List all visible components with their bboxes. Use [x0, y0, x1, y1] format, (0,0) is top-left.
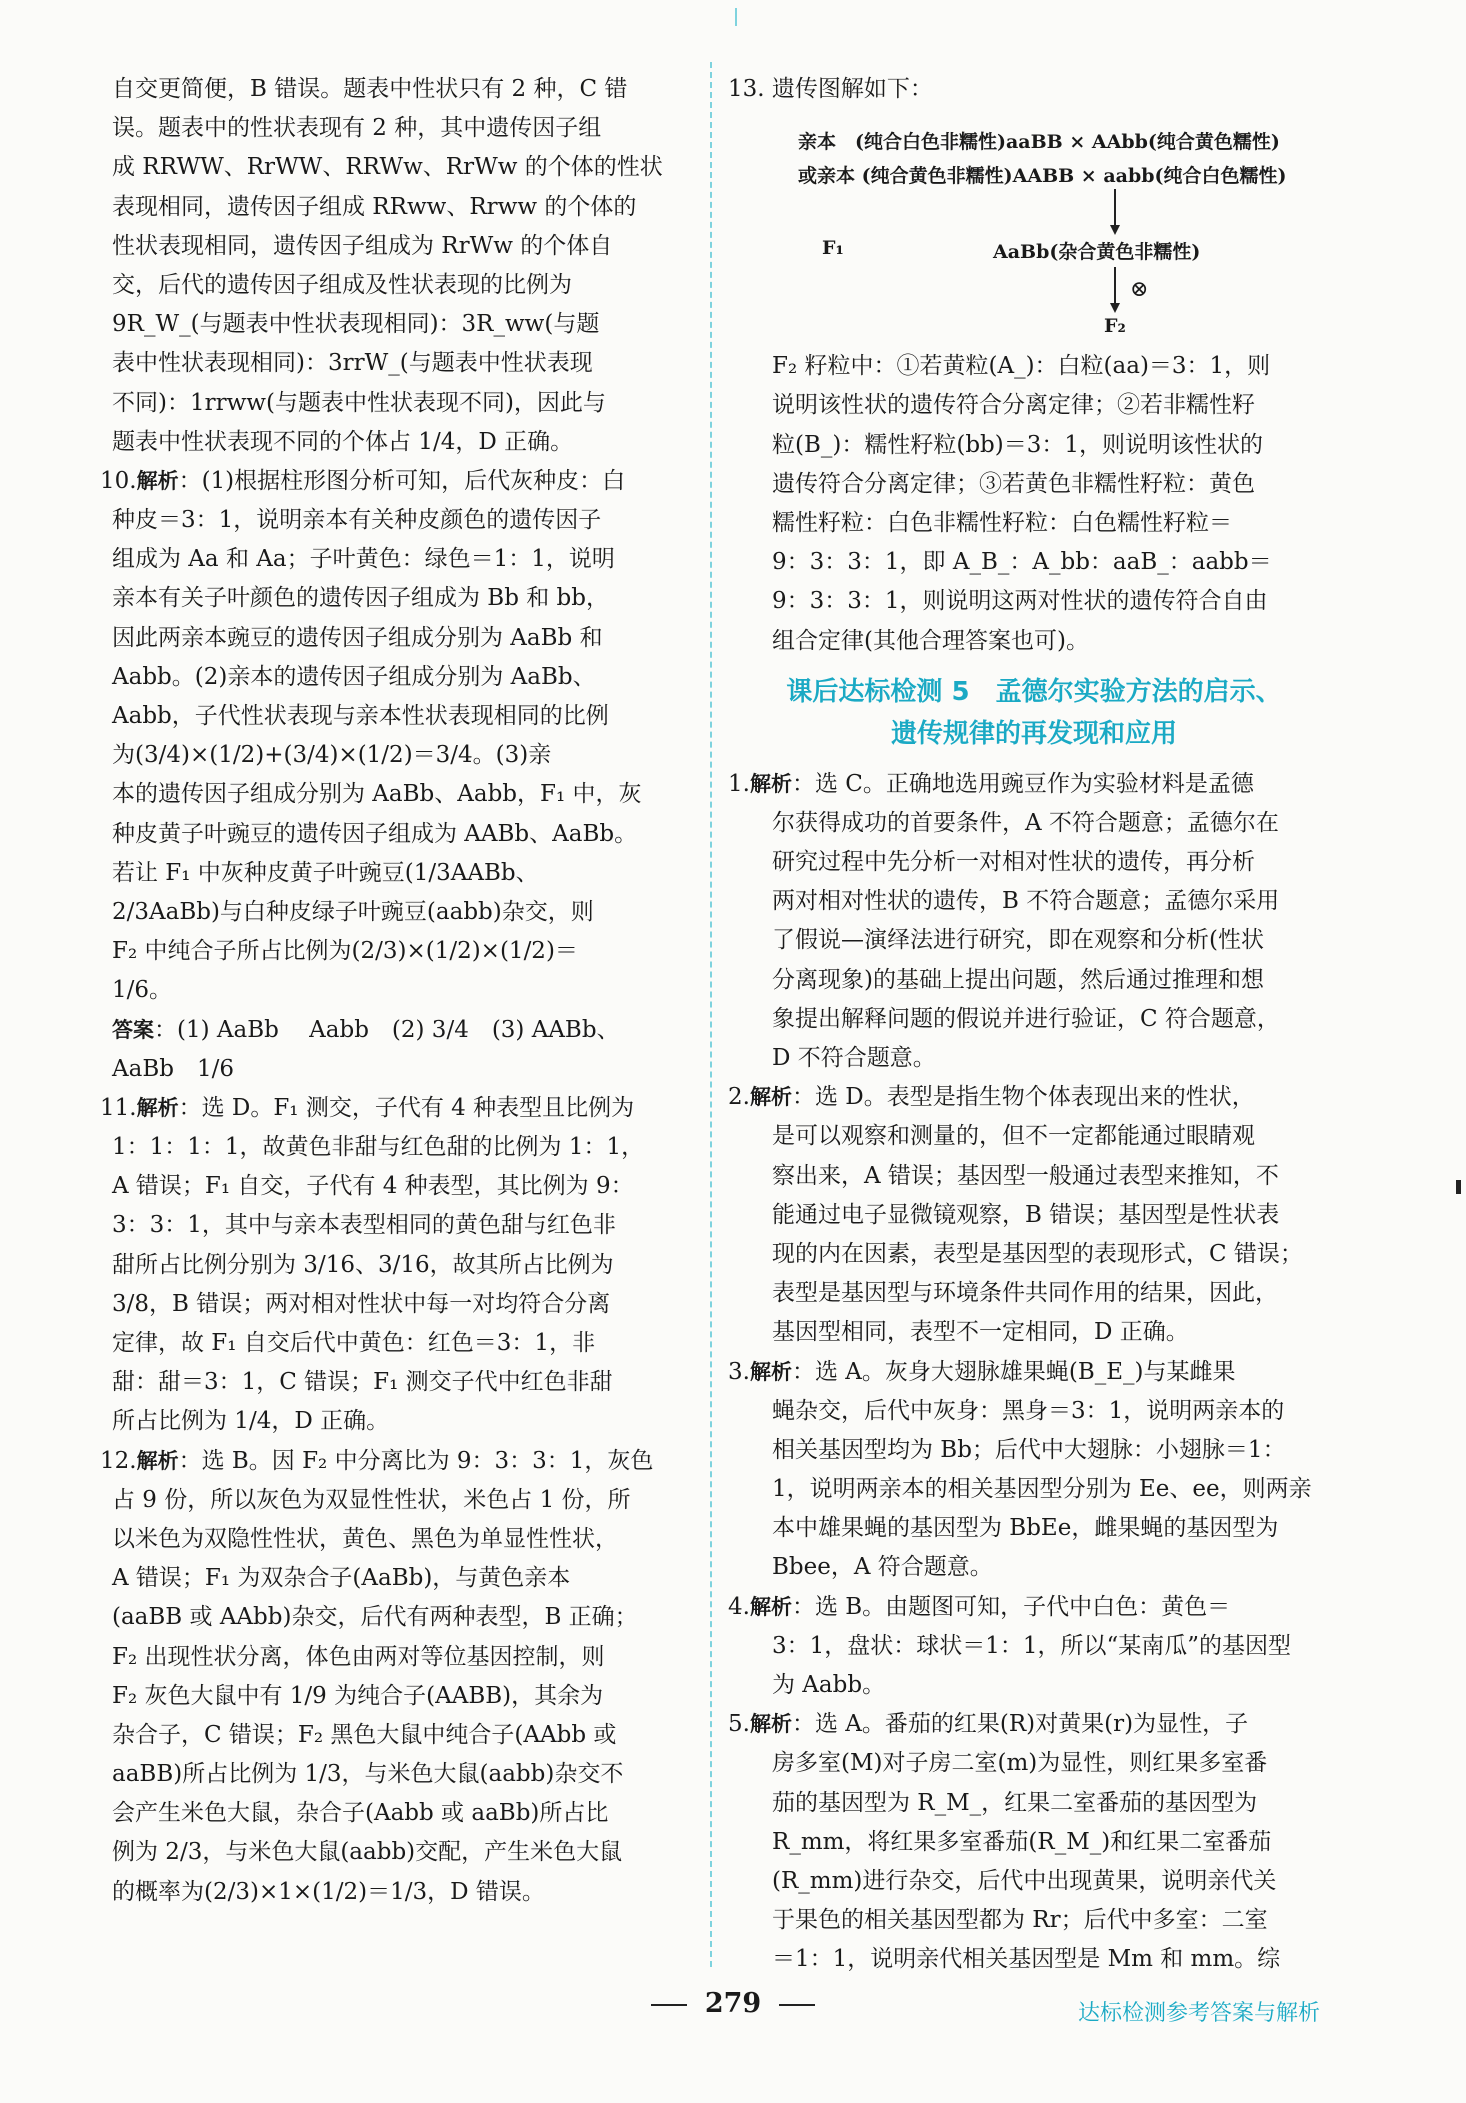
line-text: 表型是基因型与环境条件共同作用的结果，因此， [772, 1280, 1278, 1307]
text-line [728, 1627, 1340, 1666]
line-text: 1，说明两亲本的相关基因型分别为 Ee、ee，则两亲 [772, 1476, 1312, 1503]
question-number: 5. [728, 1711, 750, 1738]
text-line [728, 1039, 1340, 1078]
page-number: 279 [0, 1988, 1466, 2019]
text-line [100, 619, 692, 658]
question-number: 10. [100, 467, 137, 494]
text-line [728, 1823, 1340, 1862]
diagram-parent-row-2: 或亲本 (纯合黄色非糯性)AABB × aabb(纯合白色糯性) [798, 165, 1287, 188]
line-text: 1：1：1：1，故黄色非甜与红色甜的比例为 1：1， [112, 1134, 645, 1161]
left-column [100, 70, 692, 1912]
question-number: 12. [100, 1447, 137, 1474]
q13-intro: 13. 遗传图解如下： [728, 76, 933, 102]
text-line [100, 1324, 692, 1363]
text-line [728, 1784, 1340, 1823]
text-line [100, 1050, 692, 1089]
line-text: 甜所占比例分别为 3/16、3/16，故其所占比例为 [112, 1251, 614, 1278]
line-text: 能通过电子显微镜观察，B 错误；基因型是性状表 [772, 1201, 1280, 1228]
text-line [100, 266, 692, 305]
answer-label: 解析 [136, 468, 179, 493]
line-text: 组成为 Aa 和 Aa；子叶黄色：绿色＝1：1，说明 [112, 546, 615, 573]
right-column [728, 70, 1340, 1980]
text-line [728, 1235, 1340, 1274]
text-line: 粒(B_)：糯性籽粒(bb)＝3：1，则说明该性状的 [772, 431, 1264, 458]
text-line: 遗传符合分离定律；③若黄色非糯性籽粒：黄色 [772, 470, 1255, 497]
line-text: (aaBB 或 AAbb)杂交，后代有两种表型，B 正确； [112, 1604, 638, 1631]
text-line [100, 1246, 692, 1285]
answer-label: 解析 [136, 1448, 179, 1473]
line-text: ：选 C。正确地选用豌豆作为实验材料是孟德 [791, 770, 1254, 797]
line-text: 尔获得成功的首要条件，A 不符合题意；孟德尔在 [772, 809, 1279, 836]
line-text: 误。题表中的性状表现有 2 种，其中遗传因子组 [112, 115, 602, 142]
text-line [100, 501, 692, 540]
text-line [728, 1196, 1340, 1235]
text-line [100, 1873, 692, 1912]
line-text: AaBb 1/6 [112, 1055, 234, 1082]
text-line [728, 882, 1340, 921]
line-text: 定律，故 F₁ 自交后代中黄色：红色＝3：1，非 [112, 1330, 596, 1356]
text-line [100, 736, 692, 775]
text-line [100, 540, 692, 579]
text-line [100, 854, 692, 893]
text-line: 9：3：3：1，则说明这两对性状的遗传符合自由 [772, 588, 1268, 615]
text-line [728, 1901, 1340, 1940]
text-line [100, 1638, 692, 1677]
question-start-line [100, 1442, 692, 1481]
q13-answer [728, 347, 1340, 661]
text-line [728, 1744, 1340, 1783]
question-number: 4. [728, 1593, 750, 1620]
question-number: 2. [728, 1084, 750, 1111]
line-text: 分离现象)的基础上提出问题，然后通过推理和想 [772, 966, 1264, 993]
text-line [100, 1598, 692, 1637]
text-line [100, 1520, 692, 1559]
answer-list [728, 765, 1340, 1980]
question-start-line [728, 1078, 1340, 1117]
question-number: 3. [728, 1358, 750, 1385]
diagram-parent-row-1: 亲本 (纯合白色非糯性)aaBB × AAbb(纯合黄色糯性) [798, 131, 1280, 154]
diagram-f2-label: F₂ [1104, 315, 1126, 338]
line-text: 的概率为(2/3)×1×(1/2)＝1/3，D 错误。 [112, 1878, 545, 1905]
line-text: 自交更简便，B 错误。题表中性状只有 2 种，C 错 [112, 76, 628, 102]
answer-label: 解析 [749, 1359, 792, 1384]
line-text: Aabb，子代性状表现与亲本性状表现相同的比例 [112, 703, 609, 729]
question-start-line [728, 1353, 1340, 1392]
answer-label: 解析 [749, 1594, 792, 1619]
text-line [728, 1509, 1340, 1548]
text-line: 糯性籽粒：白色非糯性籽粒：白色糯性籽粒＝ [772, 509, 1232, 536]
line-text: F₂ 出现性状分离，体色由两对等位基因控制，则 [112, 1643, 605, 1670]
line-text: R_mm，将红果多室番茄(R_M_)和红果二室番茄 [772, 1828, 1272, 1855]
line-text: 9R_W_(与题表中性状表现相同)：3R_ww(与题 [112, 311, 600, 338]
text-line [100, 1206, 692, 1245]
line-text: 所占比例为 1/4，D 正确。 [112, 1408, 390, 1435]
text-line: 说明该性状的遗传符合分离定律；②若非糯性籽 [772, 392, 1255, 419]
text-line [100, 148, 692, 187]
line-text: 因此两亲本豌豆的遗传因子组成分别为 AaBb 和 [112, 624, 603, 651]
line-text: 性状表现相同，遗传因子组成为 RrWw 的个体自 [112, 232, 613, 259]
line-text: ：选 D。表型是指生物个体表现出来的性状， [791, 1084, 1255, 1111]
text-line [728, 1000, 1340, 1039]
question-start-line [728, 1588, 1340, 1627]
line-text: 若让 F₁ 中灰种皮黄子叶豌豆(1/3AABb、 [112, 859, 539, 886]
question-start-line [100, 1089, 692, 1128]
line-text: 是可以观察和测量的，但不一定都能通过眼睛观 [772, 1123, 1255, 1150]
line-text: ：选 A。灰身大翅脉雄果蝇(B_E_)与某雌果 [791, 1358, 1236, 1385]
text-line [728, 1940, 1340, 1979]
line-text: 杂合子，C 错误；F₂ 黑色大鼠中纯合子(AAbb 或 [112, 1721, 617, 1748]
question-start-line [728, 765, 1340, 804]
text-line [728, 804, 1340, 843]
line-text: 蝇杂交，后代中灰身：黑身＝3：1，说明两亲本的 [772, 1397, 1285, 1424]
text-line [100, 932, 692, 971]
text-line [728, 1117, 1340, 1156]
column-divider [710, 62, 712, 1967]
line-text: A 错误；F₁ 自交，子代有 4 种表型，其比例为 9： [112, 1173, 634, 1200]
question-start-line [100, 462, 692, 501]
line-text: F₂ 灰色大鼠中有 1/9 为纯合子(AABB)，其余为 [112, 1682, 604, 1709]
text-line [100, 815, 692, 854]
line-text: 例为 2/3，与米色大鼠(aabb)交配，产生米色大鼠 [112, 1839, 623, 1866]
line-text: 3：3：1，其中与亲本表型相同的黄色甜与红色非 [112, 1212, 616, 1239]
line-text: Aabb。(2)亲本的遗传因子组成分别为 AaBb、 [112, 663, 596, 690]
line-text: (R_mm)进行杂交，后代中出现黄果，说明亲代关 [772, 1867, 1277, 1894]
text-line [728, 1470, 1340, 1509]
text-line [100, 775, 692, 814]
section-heading-number: 课后达标检测 5 [786, 676, 970, 707]
text-line [100, 1128, 692, 1167]
section-heading-title-1: 孟德尔实验方法的启示、 [995, 676, 1282, 707]
line-text: 象提出解释问题的假说并进行验证，C 符合题意， [772, 1005, 1280, 1032]
text-line [100, 1011, 692, 1050]
question-start-line [728, 1705, 1340, 1744]
line-text: 相关基因型均为 Bb；后代中大翅脉：小翅脉＝1： [772, 1436, 1286, 1463]
text-line [100, 1559, 692, 1598]
text-line: 9：3：3：1，即 A_B_：A_bb：aaB_：aabb＝ [772, 549, 1272, 576]
line-text: 2/3AaBb)与白种皮绿子叶豌豆(aabb)杂交，则 [112, 898, 594, 925]
line-text: 现的内在因素，表型是基因型的表现形式，C 错误； [772, 1240, 1303, 1267]
line-text: 研究过程中先分析一对相对性状的遗传，再分析 [772, 849, 1255, 876]
answer-label: 答案 [112, 1017, 154, 1042]
line-text: 本的遗传因子组成分别为 AaBb、Aabb，F₁ 中，灰 [112, 781, 642, 808]
line-text: ：选 D。F₁ 测交，子代有 4 种表型且比例为 [178, 1094, 635, 1121]
text-line [728, 1313, 1340, 1352]
line-text: 甜：甜＝3：1，C 错误；F₁ 测交子代中红色非甜 [112, 1369, 613, 1396]
line-text: 表中性状表现相同)：3rrW_(与题表中性状表现 [112, 350, 593, 377]
diagram-arrow-down [1108, 189, 1122, 240]
line-text: 以米色为双隐性性状，黄色、黑色为单显性性状， [112, 1525, 618, 1552]
text-line [728, 843, 1340, 882]
text-line [728, 1392, 1340, 1431]
line-text: 3/8，B 错误；两对相对性状中每一对均符合分离 [112, 1290, 611, 1317]
answer-label: 解析 [749, 1085, 792, 1110]
text-line [100, 1716, 692, 1755]
line-text: 了假说—演绎法进行研究，即在观察和分析(性状 [772, 927, 1264, 954]
text-line [100, 971, 692, 1010]
line-text: 房多室(M)对子房二室(m)为显性，则红果多室番 [772, 1750, 1268, 1777]
line-text: ：选 B。因 F₂ 中分离比为 9：3：3：1，灰色 [178, 1447, 654, 1474]
edge-mark [1456, 1180, 1461, 1194]
text-line [100, 1167, 692, 1206]
line-text: 成 RRWW、RrWW、RRWw、RrWw 的个体的性状 [112, 154, 663, 181]
line-text: 会产生米色大鼠，杂合子(Aabb 或 aaBb)所占比 [112, 1800, 609, 1827]
line-text: 3：1，盘状：球状＝1：1，所以“某南瓜”的基因型 [772, 1632, 1292, 1659]
line-text: ：选 A。番茄的红果(R)对黄果(r)为显性，子 [791, 1711, 1249, 1738]
text-line: 组合定律(其他合理答案也可)。 [772, 627, 1089, 654]
text-line [728, 1157, 1340, 1196]
line-text: D 不符合题意。 [772, 1045, 936, 1071]
text-line [100, 1481, 692, 1520]
text-line [728, 1862, 1340, 1901]
diagram-f1-label: F₁ [822, 237, 844, 260]
text-line [728, 961, 1340, 1000]
text-line [728, 921, 1340, 960]
text-line [100, 1363, 692, 1402]
line-text: 察出来，A 错误；基因型一般通过表型来推知，不 [772, 1162, 1279, 1189]
text-line [100, 658, 692, 697]
line-text: 为 Aabb。 [772, 1672, 886, 1698]
line-text: 表现相同，遗传因子组成 RRww、Rrww 的个体的 [112, 193, 637, 220]
line-text: ＝1：1，说明亲代相关基因型是 Mm 和 mm。综 [772, 1946, 1281, 1973]
line-text: 两对相对性状的遗传，B 不符合题意；孟德尔采用 [772, 888, 1280, 915]
text-line: F₂ 籽粒中：①若黄粒(A_)：白粒(aa)＝3：1，则 [772, 353, 1271, 380]
text-line [100, 109, 692, 148]
text-line [100, 1833, 692, 1872]
answer-label: 解析 [136, 1095, 179, 1120]
diagram-arrow-down-2 [1108, 267, 1122, 318]
line-text: F₂ 中纯合子所占比例为(2/3)×(1/2)×(1/2)＝ [112, 938, 578, 965]
text-line [728, 1431, 1340, 1470]
text-line [100, 70, 692, 109]
question-number: 1. [728, 770, 750, 797]
text-line [728, 1666, 1340, 1705]
line-text: 于果色的相关基因型都为 Rr；后代中多室：二室 [772, 1907, 1268, 1934]
text-line [100, 344, 692, 383]
text-line [100, 697, 692, 736]
line-text: 茄的基因型为 R_M_，红果二室番茄的基因型为 [772, 1789, 1258, 1816]
section-heading-title-2: 遗传规律的再发现和应用 [890, 718, 1177, 749]
text-line [100, 1285, 692, 1324]
line-text: ：(1)根据柱形图分析可知，后代灰种皮：白 [178, 467, 626, 494]
text-line [100, 188, 692, 227]
line-text: 1/6。 [112, 977, 173, 1004]
line-text: Bbee，A 符合题意。 [772, 1554, 993, 1581]
text-line [100, 579, 692, 618]
text-line [100, 1677, 692, 1716]
line-text: 题表中性状表现不同的个体占 1/4，D 正确。 [112, 428, 574, 455]
question-number: 11. [100, 1094, 137, 1121]
line-text: ：选 B。由题图可知，子代中白色：黄色＝ [791, 1593, 1231, 1620]
line-text: 本中雄果蝇的基因型为 BbEe，雌果蝇的基因型为 [772, 1515, 1279, 1542]
line-text: A 错误；F₁ 为双杂合子(AaBb)，与黄色亲本 [112, 1565, 571, 1592]
line-text: 基因型相同，表型不一定相同，D 正确。 [772, 1319, 1189, 1346]
text-line [100, 227, 692, 266]
text-line [728, 1548, 1340, 1587]
diagram-f1-genotype: AaBb(杂合黄色非糯性) [993, 241, 1201, 264]
text-line [100, 423, 692, 462]
text-line [100, 1755, 692, 1794]
selfing-symbol: ⊗ [1130, 277, 1149, 303]
genetic-diagram [728, 109, 1340, 347]
line-text: ：(1) AaBb Aabb (2) 3/4 (3) AABb、 [154, 1016, 620, 1043]
line-text: 不同)：1rrww(与题表中性状表现不同)，因此与 [112, 389, 606, 416]
line-text: 亲本有关子叶颜色的遗传因子组成为 Bb 和 bb， [112, 585, 610, 612]
text-line [100, 893, 692, 932]
text-line [100, 1402, 692, 1441]
footer-label: 达标检测参考答案与解析 [1077, 2001, 1320, 2026]
answer-label: 解析 [749, 771, 792, 796]
text-line [728, 1274, 1340, 1313]
text-line [100, 1794, 692, 1833]
line-text: aaBB)所占比例为 1/3，与米色大鼠(aabb)杂交不 [112, 1761, 624, 1788]
section-heading [728, 671, 1340, 713]
text-line [100, 384, 692, 423]
line-text: 为(3/4)×(1/2)+(3/4)×(1/2)＝3/4。(3)亲 [112, 742, 552, 769]
line-text: 种皮黄子叶豌豆的遗传因子组成为 AABb、AaBb。 [112, 820, 638, 847]
line-text: 占 9 份，所以灰色为双显性性状，米色占 1 份，所 [112, 1486, 631, 1513]
line-text: 种皮＝3：1，说明亲本有关种皮颜色的遗传因子 [112, 507, 602, 534]
top-tick-mark [735, 8, 737, 26]
answer-label: 解析 [749, 1712, 792, 1737]
text-line [100, 305, 692, 344]
line-text: 交，后代的遗传因子组成及性状表现的比例为 [112, 271, 572, 298]
